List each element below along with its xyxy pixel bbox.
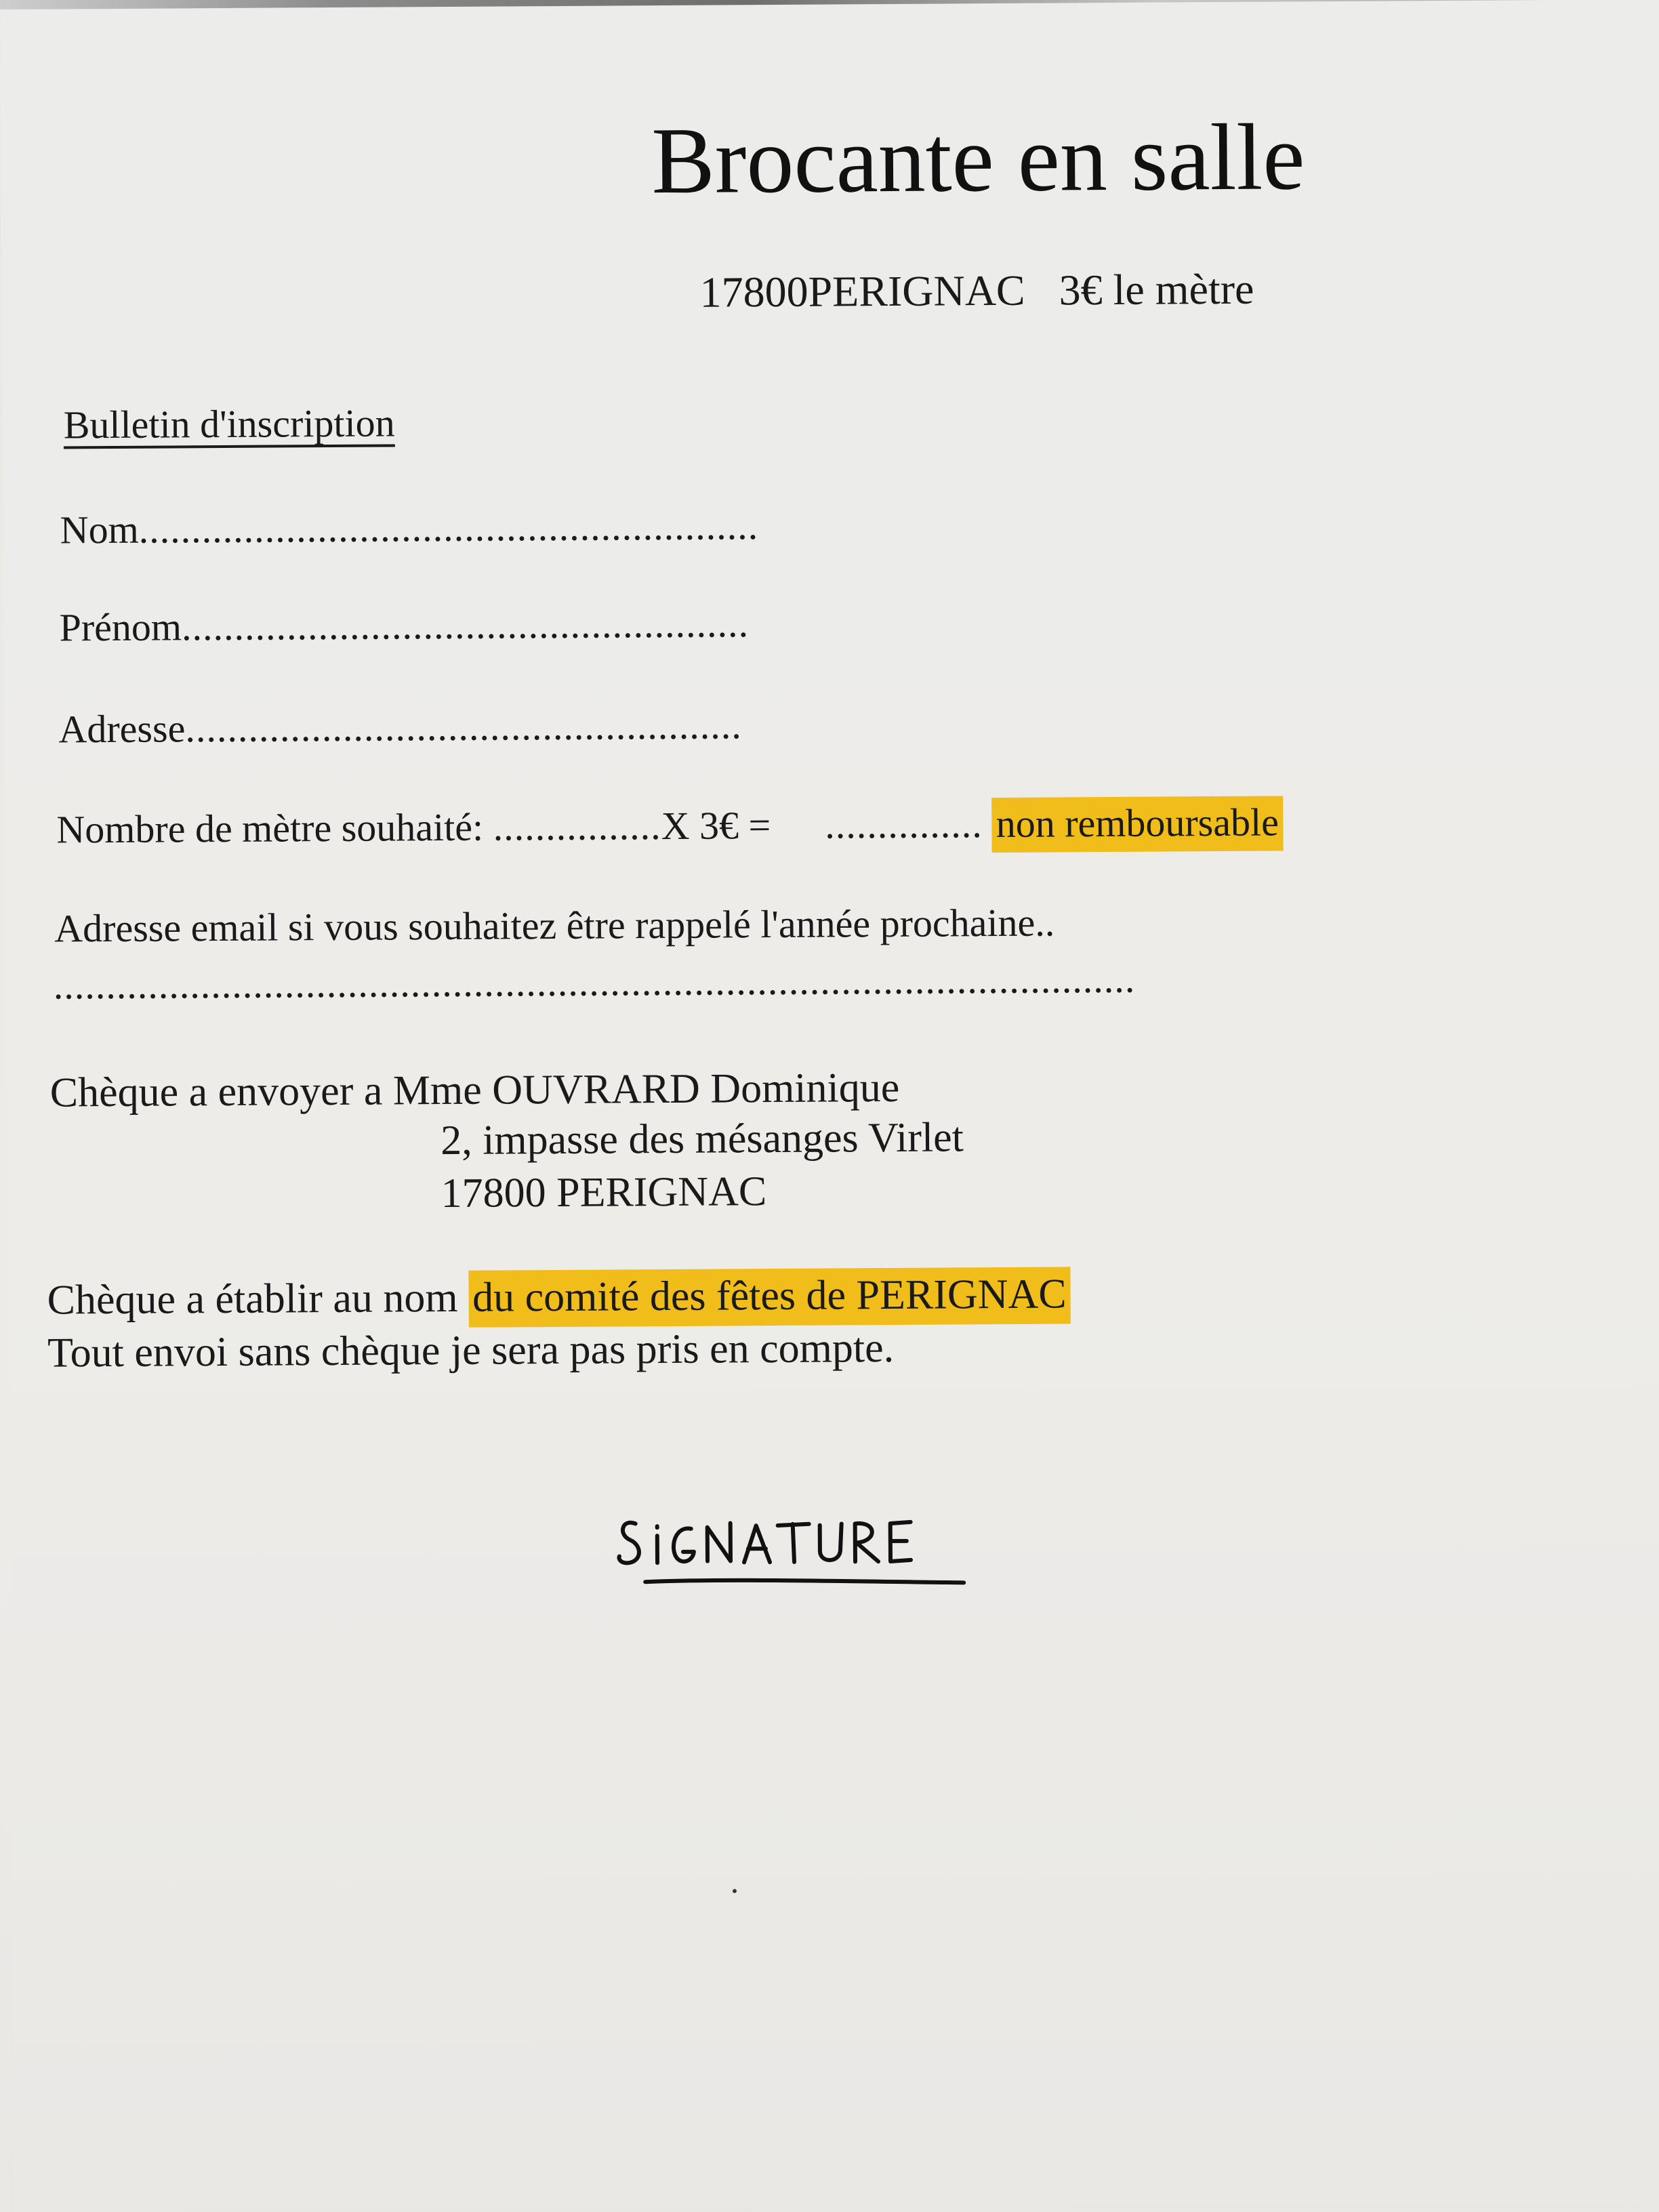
adresse-label: Adresse — [58, 706, 186, 752]
metres-label: Nombre de mètre souhaité: — [56, 804, 493, 852]
metres-field[interactable] — [56, 800, 1283, 852]
price-text: 3€ le mètre — [1059, 264, 1254, 314]
handwritten-signature — [612, 1501, 979, 1605]
cheque-address-line1: 2, impasse des mésanges Virlet — [441, 1114, 964, 1164]
nom-label: Nom — [60, 507, 139, 552]
email-label: Adresse email si vous souhaitez être rappelé l'année prochaine.. — [54, 900, 1055, 951]
document-title: Brocante en salle — [651, 104, 1305, 214]
cheque-notice: Tout envoi sans chèque je sera pas pris en compte. — [47, 1324, 895, 1376]
cheque-payable-prefix: Chèque a établir au nom — [47, 1274, 469, 1324]
paper-speck — [733, 1889, 737, 1893]
nom-field[interactable] — [60, 506, 759, 550]
cheque-payable-line — [47, 1270, 1070, 1324]
signature-drawing — [612, 1501, 979, 1605]
adresse-field[interactable] — [58, 703, 743, 752]
non-remboursable-highlight: non remboursable — [991, 796, 1283, 853]
prenom-dotted-line: ...................................................... — [181, 601, 750, 649]
prenom-label: Prénom — [59, 605, 182, 650]
location-price-line — [699, 264, 1254, 316]
email-dotted-line[interactable]: ....................................................................................................... — [53, 956, 1136, 1008]
cheque-address-line2: 17800 PERIGNAC — [441, 1168, 767, 1217]
cheque-send-to: Chèque a envoyer a Mme OUVRARD Dominique — [49, 1064, 900, 1116]
cheque-payable-name-highlight: du comité des fêtes de PERIGNAC — [468, 1267, 1071, 1327]
form-heading: Bulletin d'inscription — [63, 401, 395, 447]
metres-calculation: X 3€ = — [661, 803, 771, 848]
prenom-field[interactable] — [59, 601, 750, 650]
location-text: 17800PERIGNAC — [699, 266, 1025, 316]
adresse-dotted-line: ..................................................... — [185, 703, 743, 751]
total-dotted-line: ............... — [825, 802, 983, 847]
nom-dotted-line: ........................................................... — [138, 504, 759, 552]
metres-dotted-line: ................ — [493, 804, 661, 849]
